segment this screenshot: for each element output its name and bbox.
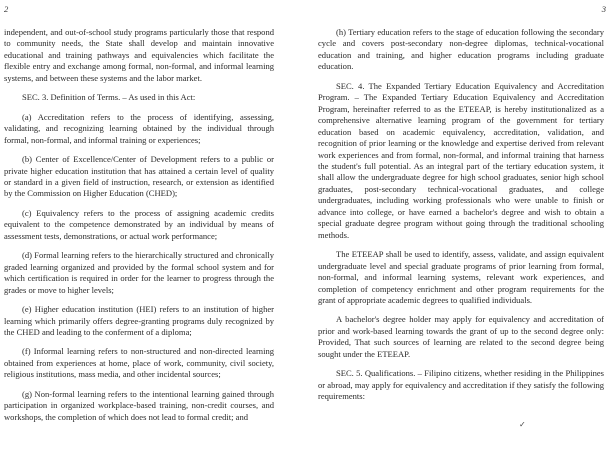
definition-item: (b) Center of Excellence/Center of Development refers to a public or private higher education institution that has attained a certain level of quality or standard in a given field of instruction, research, or extension as identified by the Commission on Higher Education (CHED); xyxy=(4,154,274,199)
page-number-left: 2 xyxy=(4,4,9,14)
definition-item: (g) Non-formal learning refers to the intentional learning gained through participation in organized workplace-based training, non-credit courses, and workshops, the completion of which does not lead to formal credit; and xyxy=(4,388,274,422)
section-paragraph: SEC. 5. Qualifications. – Filipino citizens, whether residing in the Philippines or abroad, may apply for equivalency and accreditation if they satisfy the following requirements: xyxy=(318,368,604,402)
page-number-right: 3 xyxy=(601,4,606,14)
paragraph: A bachelor's degree holder may apply for equivalency and accreditation of prior and work-based learning towards the grant of up to the second degree only: Provided, That such sources of learning are related to the second degree being sought under the ETEEAP. xyxy=(318,314,604,359)
definition-item: (h) Tertiary education refers to the stage of education following the secondary cycle and covers post-secondary non-degree diplomas, technical-vocational education and training, and higher education programs including graduate education. xyxy=(318,27,604,72)
section-paragraph: SEC. 4. The Expanded Tertiary Education Equivalency and Accreditation Program. – The Expanded Tertiary Education Equivalency and Accreditation Program, hereinafter referred to as the ETEEAP, is hereby institutionalized as a comprehensive alternative learning program of the government for tertiary education based on academic equivalency, accreditation, validation, and recognition of prior learning or the knowledge and expertise derived from relevant work experiences and from formal, non-formal, and informal training that harness the student's full potential. As an integral part of the tertiary education system, it shall allow the undergraduate degree for high school graduates, senior high school graduates, post-secondary technical-vocational graduates, and college undergraduates, including working professionals who were unable to finish or advance into college, or have earned a bachelor's degree and wish to obtain a special graduate degree program without going through the traditional schooling methods. xyxy=(318,80,604,240)
definition-item: (f) Informal learning refers to non-structured and non-directed learning obtained from experiences at home, place of work, community, civil society, religious institutions, mass media, and other incidental sources; xyxy=(4,346,274,380)
paragraph: independent, and out-of-school study programs particularly those that respond to community needs, the State shall develop and maintain innovative educational and training pathways and equivalencies which facilitate the flexible entry and exchange among formal, non-formal, and informal learning systems, and between these systems and the labor market. xyxy=(4,27,274,83)
definition-item: (a) Accreditation refers to the process of identifying, assessing, validating, and recognizing learning obtained by the individual through formal, non-formal, and informal training or experiences; xyxy=(4,111,274,145)
definition-item: (d) Formal learning refers to the hierarchically structured and chronically graded learning organized and provided by the formal school system and for which certification is required in order for the learner to progress through the grades or move to higher levels; xyxy=(4,250,274,295)
right-column xyxy=(318,27,604,411)
definition-item: (e) Higher education institution (HEI) refers to an institution of higher learning which primarily offers degree-granting programs duly recognized by the CHED and leading to the conferment of a diploma; xyxy=(4,304,274,337)
paragraph: The ETEEAP shall be used to identify, assess, validate, and assign equivalent undergraduate level and special graduate programs of prior learning from formal, non-formal, and informal learning systems, relevant work experiences, and completion of competency enrichment and other program requirements for the grant of appropriate academic degrees to qualified individuals. xyxy=(318,249,604,305)
pen-tick-mark: ✓ xyxy=(519,420,526,429)
left-column xyxy=(4,27,274,431)
definition-item: (c) Equivalency refers to the process of assigning academic credits equivalent to the competence demonstrated by an individual by means of assessment tests, demonstrations, or actual work performance; xyxy=(4,207,274,241)
section-heading: SEC. 3. Definition of Terms. – As used in this Act: xyxy=(22,92,196,103)
